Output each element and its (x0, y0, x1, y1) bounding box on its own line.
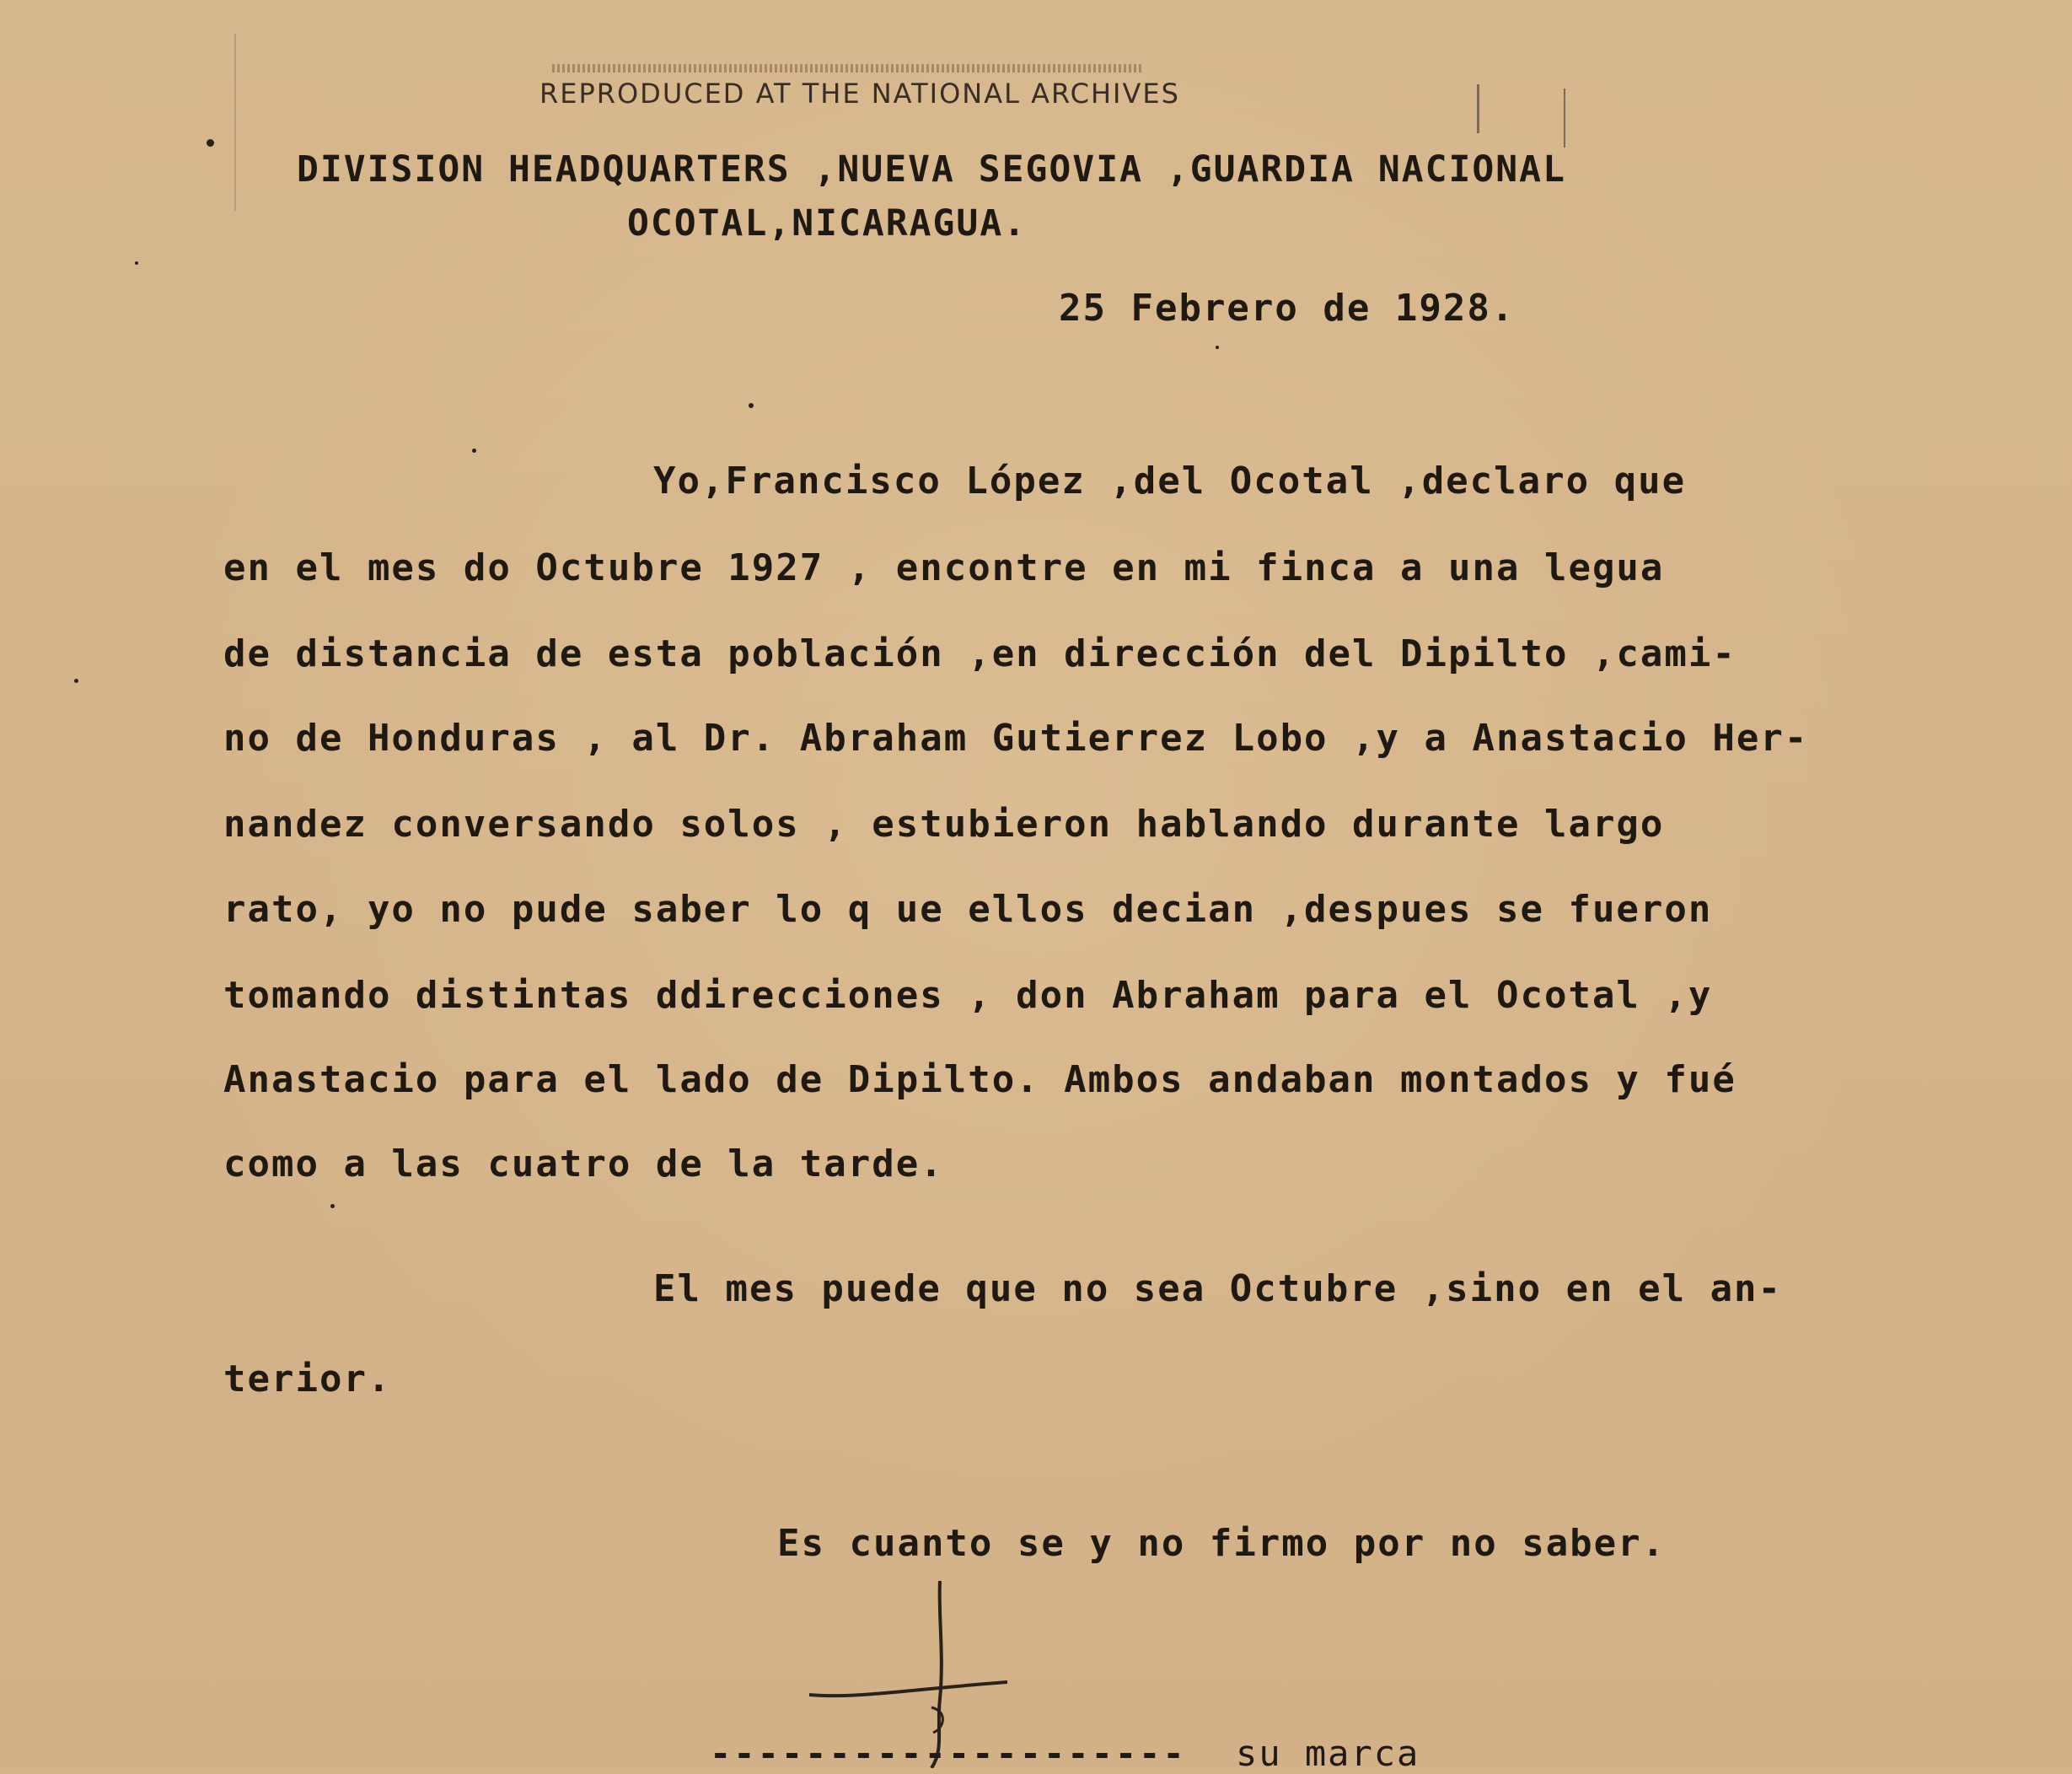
body-line: tomando distintas ddirecciones , don Abraham para el Ocotal ,y (223, 974, 1713, 1017)
body-line: Yo,Francisco López ,del Ocotal ,declaro que (653, 460, 1687, 503)
body-line: no de Honduras , al Dr. Abraham Gutierrez Lobo ,y a Anastacio Her- (223, 717, 1809, 760)
body-line: Anastacio para el lado de Dipilto. Ambos andaban montados y fué (223, 1058, 1737, 1101)
document-date: 25 Febrero de 1928. (1059, 287, 1516, 330)
left-margin-mark (234, 34, 236, 211)
body-line: como a las cuatro de la tarde. (223, 1142, 944, 1185)
archive-stamp: REPRODUCED AT THE NATIONAL ARCHIVES (539, 78, 1180, 110)
stamp-smudge (552, 64, 1142, 73)
ink-speck (74, 679, 78, 683)
body-line: de distancia de esta población ,en dirección del Dipilto ,cami- (223, 632, 1737, 675)
body-line: terior. (223, 1357, 392, 1400)
right-margin-mark (1477, 84, 1479, 133)
header-line-2: OCOTAL,NICARAGUA. (627, 202, 1028, 245)
ink-speck (1216, 346, 1219, 349)
body-line: nandez conversando solos , estubieron hablando durante largo (223, 803, 1665, 846)
ink-speck (330, 1204, 335, 1208)
signature-label: su marca (1236, 1733, 1420, 1774)
right-margin-mark-2 (1564, 89, 1565, 148)
body-line: en el mes do Octubre 1927 , encontre en mi finca a una legua (223, 546, 1665, 589)
ink-speck (135, 261, 138, 265)
header-line-1: DIVISION HEADQUARTERS ,NUEVA SEGOVIA ,GUARDIA NACIONAL (297, 148, 1566, 191)
ink-speck (472, 449, 476, 453)
body-line: El mes puede que no sea Octubre ,sino en el an- (653, 1267, 1783, 1310)
signature-dashes: -------------------- (710, 1733, 1187, 1774)
ink-speck (749, 403, 754, 408)
body-line: rato, yo no pude saber lo q ue ellos decian ,despues se fueron (223, 888, 1713, 931)
closing-statement: Es cuanto se y no firmo por no saber. (777, 1522, 1667, 1565)
ink-speck (207, 139, 214, 147)
